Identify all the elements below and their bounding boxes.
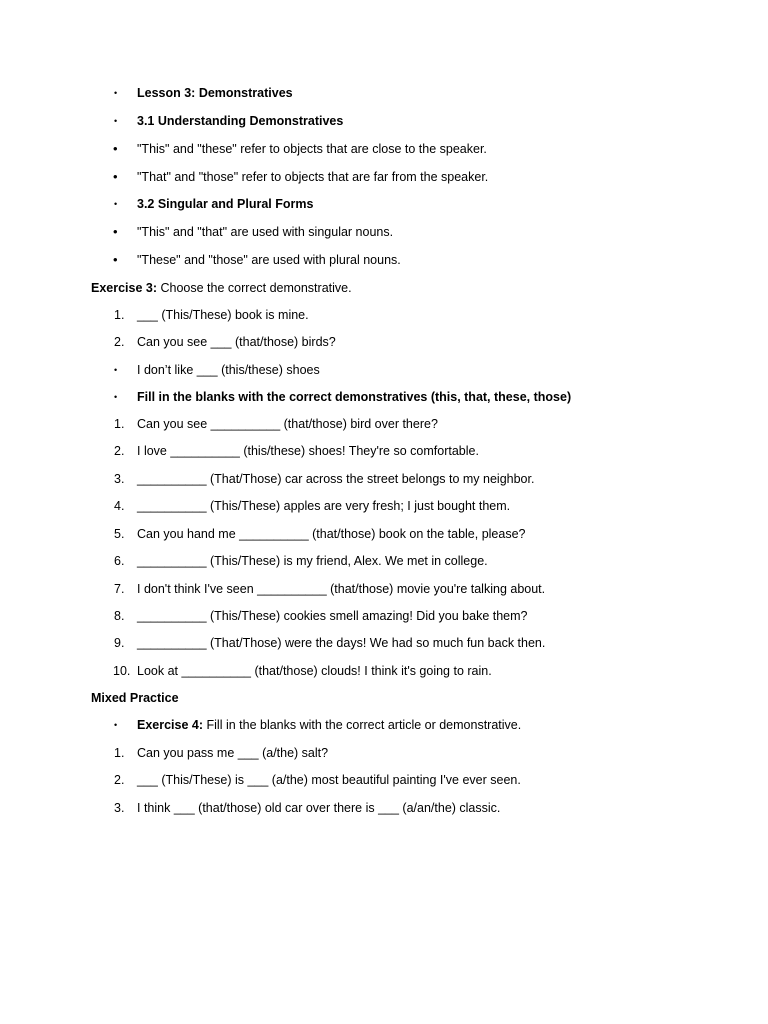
list-item xyxy=(0,578,768,600)
list-number: 3. xyxy=(114,472,125,486)
line-text xyxy=(137,660,492,682)
body-text: __________ (This/These) is my friend, Alex. We met in college. xyxy=(137,554,488,568)
line-text xyxy=(137,110,343,132)
line-text xyxy=(137,138,487,160)
line-text xyxy=(137,359,320,381)
line-text xyxy=(137,82,293,104)
line-text xyxy=(91,687,179,709)
body-text: Fill in the blanks with the correct article or demonstrative. xyxy=(203,718,522,732)
list-number: 8. xyxy=(114,609,125,623)
list-item xyxy=(0,632,768,654)
line-text xyxy=(137,632,545,654)
line-text xyxy=(137,468,534,490)
bullet-marker: • xyxy=(113,169,118,184)
body-text: __________ (This/These) cookies smell amazing! Did you bake them? xyxy=(137,609,528,623)
body-text: __________ (That/Those) car across the street belongs to my neighbor. xyxy=(137,472,535,486)
list-number: 10. xyxy=(113,664,131,678)
list-item xyxy=(0,797,768,819)
bullet-marker: • xyxy=(114,720,118,730)
list-item xyxy=(0,605,768,627)
list-number: 1. xyxy=(114,746,125,760)
line-text xyxy=(137,331,336,353)
list-item xyxy=(0,221,768,243)
list-item xyxy=(0,550,768,572)
bullet-marker: • xyxy=(113,141,118,156)
line-text xyxy=(137,714,521,736)
body-text: I don’t like ___ (this/these) shoes xyxy=(137,363,320,377)
body-text: "This" and "that" are used with singular nouns. xyxy=(137,225,394,239)
body-text: ___ (This/These) book is mine. xyxy=(137,308,309,322)
list-number: 2. xyxy=(114,444,125,458)
body-text: __________ (That/Those) were the days! We had so much fun back then. xyxy=(137,636,546,650)
body-text: I love __________ (this/these) shoes! They're so comfortable. xyxy=(137,444,479,458)
line-text xyxy=(137,578,545,600)
list-number: 6. xyxy=(114,554,125,568)
body-text: "This" and "these" refer to objects that are close to the speaker. xyxy=(137,142,487,156)
list-item xyxy=(0,523,768,545)
bullet-marker: • xyxy=(113,224,118,239)
line-text xyxy=(137,166,488,188)
line-text xyxy=(91,277,352,299)
bullet-marker: • xyxy=(114,392,118,402)
body-text: Can you see ___ (that/those) birds? xyxy=(137,335,336,349)
line-text xyxy=(137,304,309,326)
list-item xyxy=(0,359,768,381)
list-item xyxy=(0,660,768,682)
bullet-marker: • xyxy=(113,252,118,267)
body-text: Can you pass me ___ (a/the) salt? xyxy=(137,746,329,760)
list-item xyxy=(0,304,768,326)
bold-label: Fill in the blanks with the correct demonstratives (this, that, these, those) xyxy=(137,390,572,404)
bold-label: 3.1 Understanding Demonstratives xyxy=(137,114,344,128)
section-heading xyxy=(0,277,768,299)
body-text: "These" and "those" are used with plural nouns. xyxy=(137,253,401,267)
bullet-marker: • xyxy=(114,116,118,126)
list-item xyxy=(0,166,768,188)
bullet-marker: • xyxy=(114,365,118,375)
bullet-marker: • xyxy=(114,199,118,209)
section-heading xyxy=(0,687,768,709)
list-number: 5. xyxy=(114,527,125,541)
line-text xyxy=(137,605,528,627)
list-item xyxy=(0,413,768,435)
list-item xyxy=(0,386,768,408)
body-text: Can you see __________ (that/those) bird over there? xyxy=(137,417,438,431)
list-item xyxy=(0,714,768,736)
list-number: 1. xyxy=(114,417,125,431)
bold-label: Mixed Practice xyxy=(91,691,179,705)
line-text xyxy=(137,495,510,517)
list-number: 1. xyxy=(114,308,125,322)
list-item xyxy=(0,193,768,215)
list-number: 9. xyxy=(114,636,125,650)
list-number: 4. xyxy=(114,499,125,513)
body-text: Can you hand me __________ (that/those) book on the table, please? xyxy=(137,527,526,541)
list-number: 2. xyxy=(114,335,125,349)
body-text: Choose the correct demonstrative. xyxy=(157,281,352,295)
line-text xyxy=(137,769,521,791)
bold-label: Lesson 3: Demonstratives xyxy=(137,86,293,100)
line-text xyxy=(137,193,313,215)
line-text xyxy=(137,797,500,819)
line-text xyxy=(137,221,393,243)
list-item xyxy=(0,468,768,490)
body-text: I think ___ (that/those) old car over there is ___ (a/an/the) classic. xyxy=(137,801,501,815)
line-text xyxy=(137,742,328,764)
body-text: I don't think I've seen __________ (that/those) movie you're talking about. xyxy=(137,582,546,596)
list-item xyxy=(0,249,768,271)
bold-label: Exercise 3: xyxy=(91,281,158,295)
bullet-marker: • xyxy=(114,88,118,98)
bold-label: Exercise 4: xyxy=(137,718,204,732)
body-text: Look at __________ (that/those) clouds! I think it's going to rain. xyxy=(137,664,492,678)
list-item xyxy=(0,331,768,353)
line-text xyxy=(137,249,401,271)
list-item xyxy=(0,110,768,132)
line-text xyxy=(137,550,488,572)
line-text xyxy=(137,413,438,435)
line-text xyxy=(137,440,479,462)
list-number: 3. xyxy=(114,801,125,815)
line-text xyxy=(137,523,525,545)
body-text: ___ (This/These) is ___ (a/the) most beautiful painting I've ever seen. xyxy=(137,773,521,787)
list-item xyxy=(0,440,768,462)
bold-label: 3.2 Singular and Plural Forms xyxy=(137,197,314,211)
list-item xyxy=(0,769,768,791)
body-text: "That" and "those" refer to objects that are far from the speaker. xyxy=(137,170,489,184)
body-text: __________ (This/These) apples are very fresh; I just bought them. xyxy=(137,499,511,513)
list-number: 7. xyxy=(114,582,125,596)
line-text xyxy=(137,386,571,408)
list-item xyxy=(0,495,768,517)
list-number: 2. xyxy=(114,773,125,787)
list-item xyxy=(0,82,768,104)
list-item xyxy=(0,138,768,160)
list-item xyxy=(0,742,768,764)
